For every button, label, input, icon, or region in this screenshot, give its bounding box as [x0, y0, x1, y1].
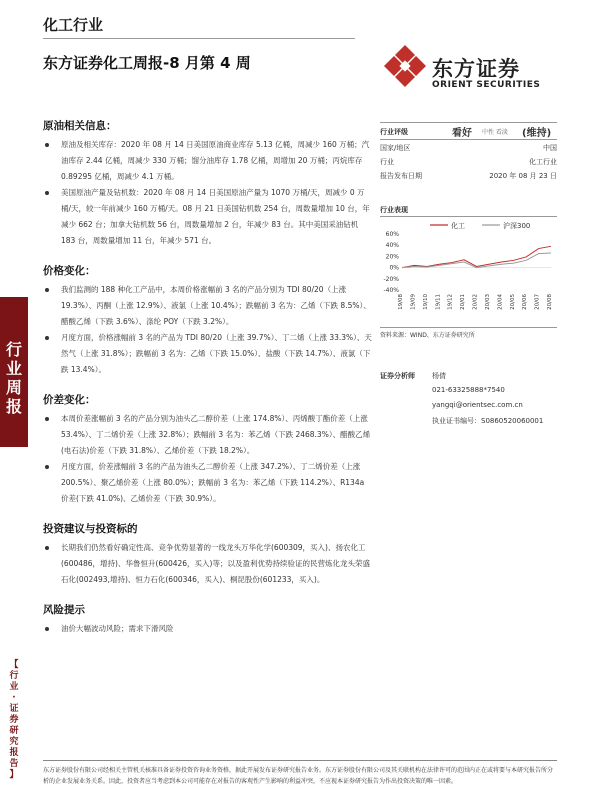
bullet-text: 油价大幅波动风险；需求下滑风险 [61, 624, 174, 633]
x-tick-label: 19/12 [447, 294, 454, 310]
section-title: 风险提示 [43, 604, 85, 616]
x-tick-label: 19/11 [435, 294, 442, 310]
side-tab-label [4, 340, 24, 416]
bullet-text: 原油及相关库存：2020 年 08 月 14 日美国原油商业库存 5.13 亿桶，周减少 160 万桶；汽油库存 2.44 亿桶，周减少 330 万桶；馏分油库存 1.78 亿桶，周增加 20 万桶；丙烷库存 0.89295 亿桶，周减少 4.1 万桶。 [61, 140, 370, 181]
x-tick-label: 20/02 [472, 294, 479, 310]
side-tab-char: 业 [5, 359, 22, 378]
rating-row-key: 国家/地区 [380, 144, 411, 152]
rating-levels: 中性 看淡 [482, 129, 508, 136]
bullet-text: 我们监测的 188 种化工产品中，本周价格涨幅前 3 名的产品分别为 TDI 80/20（上涨 19.3%）、丙酮（上涨 12.9%）、液氯（上涨 10.4%）；跌幅前 3 名为：乙烯（下跌 8.5%）、醋酸乙烯（下跌 3.6%）、涤纶 POY（下跌 3.2%）。 [61, 285, 371, 326]
side-vertical-char: 究 [9, 737, 19, 747]
bullet-text: 本周价差涨幅前 3 名的产品分别为油头乙二醇价差（上涨 174.8%）、丙烯酸丁酯价差（上涨 53.4%）、丁二烯价差（上涨 32.8%）；跌幅前 3 名为：苯乙烯（下跌 2468.3%）、醋酸乙烯(电石法)价差（下跌 31.8%）、乙烯价差（下跌 18.2%）。 [61, 414, 371, 455]
x-tick-label: 19/09 [410, 294, 417, 310]
bullet-item [43, 411, 372, 459]
bullet-dot [45, 465, 49, 469]
side-vertical-char: 证 [9, 704, 19, 714]
diamond-logo-icon [382, 43, 428, 89]
x-tick-label: 20/08 [547, 294, 553, 310]
industry-performance-chart [380, 218, 557, 318]
content-section [43, 263, 372, 378]
logo-text-cn: 东方证券 [432, 57, 520, 81]
bullet-dot [45, 546, 49, 550]
bullet-dot [45, 191, 49, 195]
bullet-dot [45, 288, 49, 292]
footer-divider [43, 760, 557, 761]
y-tick-label: 20% [385, 253, 399, 261]
industry-category: 化工行业 [43, 16, 104, 34]
legend-label: 沪深300 [503, 222, 531, 230]
rating-row-key: 行业 [380, 158, 394, 166]
series-line [402, 246, 551, 267]
rating-row-value: 2020 年 08 月 23 日 [489, 172, 557, 180]
content-section [43, 392, 372, 507]
report-title: 东方证券化工周报-8 月第 4 周 [43, 54, 251, 72]
section-title: 原油相关信息： [43, 120, 117, 132]
x-tick-label: 20/04 [497, 294, 504, 310]
x-tick-label: 20/07 [534, 294, 541, 310]
rating-value: 看好 [452, 128, 472, 139]
content-section [43, 118, 372, 249]
bullet-dot [45, 417, 49, 421]
side-vertical-char: 【 [9, 660, 19, 670]
bullet-text: 美国原油产量及钻机数：2020 年 08 月 14 日美国原油产量为 1070 万桶/天，周减少 0 万桶/天，较一年前减少 160 万桶/天。08 月 21 日美国钻机数 254 台，周数量增加 10 台，年减少 662 台；加拿大钻机数 56 台，周数量增加 2 台，年减少 83 台。其中美国采油钻机 183 台，周数量增加 11 台，年减少 571 台。 [61, 188, 370, 245]
rating-row-value: 中国 [543, 144, 557, 152]
content-section [43, 602, 372, 637]
rating-top-divider [380, 122, 557, 123]
bullet-text: 月度方面，价差涨幅前 3 名的产品为油头乙二醇价差（上涨 347.2%）、丁二烯价差（上涨 200.5%）、聚乙烯价差（上涨 80.0%）；跌幅前 3 名为：苯乙烯（下跌 114.2%）、R134a 价差(下跌 41.0%)、乙烯价差（下跌 30.9%）。 [61, 462, 365, 503]
side-vertical-char: 报 [9, 748, 19, 758]
y-tick-label: 0% [389, 264, 399, 272]
y-tick-label: -20% [383, 275, 399, 283]
chart-title-divider [380, 216, 557, 217]
x-tick-label: 20/01 [460, 294, 467, 310]
side-vertical-char: 告 [9, 759, 19, 769]
main-content [43, 118, 372, 637]
bullet-item [43, 282, 372, 330]
bullet-item [43, 330, 372, 378]
side-vertical-label [6, 660, 22, 781]
bullet-item [43, 621, 372, 637]
chart-title: 行业表现 [380, 206, 408, 214]
bullet-text: 月度方面，价格涨幅前 3 名的产品为 TDI 80/20（上涨 39.7%）、丁二烯（上涨 33.3%）、天然气（上涨 31.8%）；跌幅前 3 名为：乙烯（下跌 15.0%）、盐酸（下跌 14.7%）、液氯（下跌 13.4%）。 [61, 333, 372, 374]
y-tick-label: 60% [385, 231, 399, 238]
rating-row-value: 化工行业 [529, 158, 557, 166]
analyst-phone: 021-63325888*7540 [432, 386, 505, 394]
legend-label: 化工 [451, 222, 465, 230]
side-vertical-char: 行 [9, 671, 19, 681]
side-vertical-char: · [12, 693, 16, 703]
side-tab-char: 行 [5, 340, 22, 359]
chart-bottom-divider [380, 327, 557, 328]
x-tick-label: 20/03 [484, 294, 491, 310]
rating-row-key: 报告发布日期 [380, 172, 422, 180]
rating-status: (维持) [522, 128, 552, 139]
side-vertical-char: 券 [9, 715, 19, 725]
analyst-label: 证券分析师 [380, 372, 415, 380]
bullet-dot [45, 627, 49, 631]
rating-divider [380, 139, 557, 140]
y-tick-label: -40% [383, 287, 399, 294]
analyst-cert: 执业证书编号：S0860520060001 [432, 417, 544, 425]
chart-source: 资料来源：WIND、东方证券研究所 [380, 332, 475, 339]
bullet-dot [45, 336, 49, 340]
x-tick-label: 19/08 [398, 294, 404, 310]
section-title: 投资建议与投资标的 [43, 523, 138, 535]
x-tick-label: 19/10 [422, 294, 429, 310]
y-tick-label: 40% [385, 242, 399, 250]
header-divider [43, 38, 355, 39]
side-tab-char: 报 [5, 397, 22, 416]
analyst-email[interactable]: yangqi@orientsec.com.cn [432, 401, 523, 409]
side-vertical-char: 业 [9, 682, 19, 692]
bullet-item [43, 137, 372, 185]
x-tick-label: 20/05 [509, 294, 516, 310]
analyst-name: 杨倩 [432, 372, 446, 380]
footer-disclaimer: 东方证券股份有限公司经相关主管机关核准具备证券投资咨询业务资格，据此开展发布证券研究报告业务。东方证券股份有限公司及其关联机构在法律许可的范围内正在或将要与本研究报告所分析的企业发展业务关系。因此，投资者应当考虑到本公司可能存在对报告的客观性产生影响的利益冲突，不应视本证券研究报告为作出投资决策的唯一因素。 [43, 767, 554, 785]
bullet-item [43, 185, 372, 249]
bullet-text: 长期我们仍然看好确定性高、竞争优势显著的一线龙头万华化学(600309，买入)、扬农化工(600486，增持)、华鲁恒升(600426，买入)等；以及盈利优势持续验证的民营炼化龙头荣盛石化(002493,增持)、恒力石化(600346，买入)、桐昆股份(601233，买入)。 [61, 543, 370, 584]
logo-text-en: ORIENT SECURITIES [432, 80, 541, 90]
rating-label: 行业评级 [380, 128, 408, 136]
side-vertical-char: 研 [9, 726, 19, 736]
content-section [43, 521, 372, 588]
x-tick-label: 20/06 [522, 294, 529, 310]
bullet-item [43, 540, 372, 588]
side-vertical-char: 】 [9, 770, 19, 780]
bullet-dot [45, 143, 49, 147]
section-title: 价格变化： [43, 265, 96, 277]
bullet-item [43, 459, 372, 507]
section-title: 价差变化： [43, 394, 96, 406]
side-tab-char: 周 [5, 378, 22, 397]
